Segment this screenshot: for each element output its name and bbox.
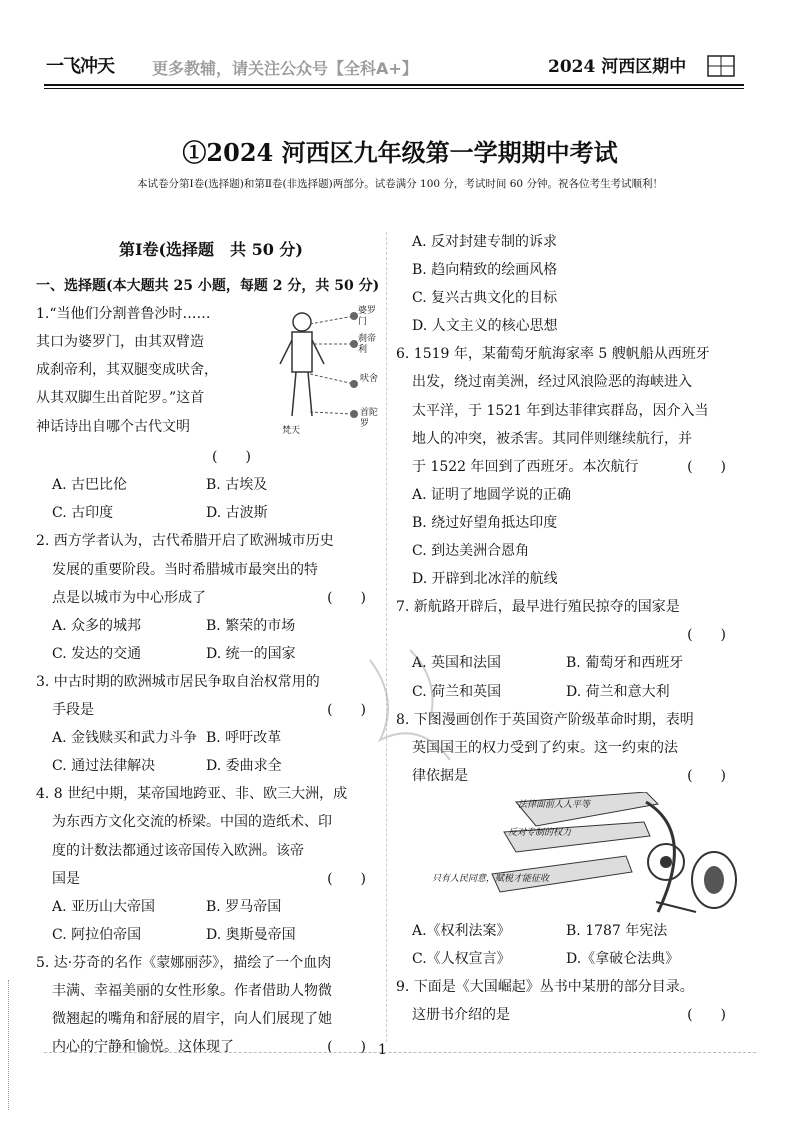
option: D. 荷兰和意大利 [566, 683, 670, 700]
question-4 [36, 780, 386, 949]
answer-paren: ( ) [687, 1007, 726, 1024]
answer-paren: ( ) [327, 702, 366, 719]
handwriting-watermark [360, 640, 480, 780]
exam-instructions: 本试卷分第Ⅰ卷(选择题)和第Ⅱ卷(非选择题)两部分。试卷满分 100 分，考试时间 60 分钟。祝各位考生考试顺利！ [137, 178, 663, 190]
fig-label: 梵天 [282, 426, 301, 437]
promo-text: 更多教辅，请关注公众号【全科A+】 [152, 59, 418, 78]
fig-label: 首陀罗 [360, 408, 379, 430]
answer-paren: ( ) [327, 870, 366, 887]
q5-line: 内心的宁静和愉悦。这体现了 [52, 1039, 234, 1056]
header-rule-thin [44, 88, 744, 89]
q4-line: 度的计数法都通过该帝国传入欧洲。该帝 [52, 842, 304, 859]
q8-cartoon-figure [396, 792, 746, 917]
option: D. 委曲求全 [206, 758, 282, 775]
section-title: 第Ⅰ卷(选择题 共 50 分) [118, 240, 304, 259]
option: B. 葡萄牙和西班牙 [566, 655, 684, 672]
option: B. 罗马帝国 [206, 898, 282, 915]
q4-options-row [36, 893, 386, 921]
q1-line: 1.“当他们分割普鲁沙时…… [36, 306, 211, 323]
option: D. 奥斯曼帝国 [206, 926, 296, 943]
q2-line: 2. 西方学者认为，古代希腊开启了欧洲城市历史 [36, 533, 334, 550]
option: A. 众多的城邦 [52, 617, 142, 634]
q1-options-row [36, 471, 386, 499]
q1-line: 成刹帝利，其双腿变成吠舍， [36, 362, 218, 379]
option: B. 古埃及 [206, 477, 268, 494]
header-rule [44, 84, 744, 86]
answer-paren: ( ) [687, 458, 726, 475]
question-9 [396, 973, 746, 1029]
answer-paren: ( ) [687, 627, 726, 644]
q8-line: 英国国王的权力受到了约束。这一约束的法 [412, 739, 678, 756]
q1-figure-brahma [274, 304, 384, 444]
cartoon-caption: 只有人民同意，赋税才能征收 [432, 873, 550, 884]
option: B. 绕过好望角抵达印度 [412, 514, 558, 531]
q1-line: 其口为婆罗门，由其双臂造 [36, 334, 204, 351]
cartoon-caption: 法律面前人人平等 [518, 799, 591, 810]
header-exam-title: 2024 河西区期中 [548, 57, 687, 77]
q4-line: 国是 [52, 870, 80, 887]
section-heading: 一、选择题(本大题共 25 小题，每题 2 分，共 50 分) [36, 278, 380, 295]
q2-options-row [36, 640, 386, 668]
q1-line: 神话诗出自哪个古代文明 [36, 418, 190, 435]
left-column [36, 228, 386, 1061]
option: A. 金钱赎买和武力斗争 [52, 730, 198, 747]
option: D. 开辟到北冰洋的航线 [412, 571, 558, 588]
option: C. 阿拉伯帝国 [52, 926, 142, 943]
option: D.《拿破仑法典》 [566, 950, 680, 967]
column-divider [386, 232, 387, 1042]
q5-line: 5. 达·芬奇的名作《蒙娜丽莎》，描绘了一个血肉 [36, 954, 332, 971]
binding-edge-marks [8, 980, 15, 1110]
q3-options-row [36, 724, 386, 752]
option: D. 人文主义的核心思想 [412, 318, 558, 335]
q6-line: 出发，绕过南美洲，经过风浪险恶的海峡进入 [412, 374, 692, 391]
option: D. 古波斯 [206, 505, 268, 522]
q4-line: 4. 8 世纪中期，某帝国地跨亚、非、欧三大洲，成 [36, 786, 348, 803]
answer-paren: ( ) [327, 1039, 366, 1056]
exam-title: ①2024 河西区九年级第一学期期中考试 [182, 138, 618, 167]
option: B. 繁荣的市场 [206, 617, 296, 634]
q6-line: 于 1522 年回到了西班牙。本次航行 [412, 458, 639, 475]
q1-options-row [36, 499, 386, 527]
page-header [0, 0, 800, 90]
fig-label: 吠舍 [360, 374, 379, 385]
question-3 [36, 668, 386, 780]
q3-line: 3. 中古时期的欧洲城市居民争取自治权常用的 [36, 673, 320, 690]
q5-line: 丰满、幸福美丽的女性形象。作者借助人物微 [52, 982, 332, 999]
q3-line: 手段是 [52, 702, 94, 719]
cartoon-caption: 反对专制的权力 [508, 827, 572, 838]
question-1 [36, 300, 386, 443]
option: B. 趋向精致的绘画风格 [412, 262, 558, 279]
option: C.《人权宣言》 [412, 950, 511, 967]
q1-answer-paren: ( ) [212, 449, 251, 466]
right-column [396, 228, 746, 1029]
q6-line: 地人的冲突，被杀害。其同伴则继续航行，并 [412, 430, 692, 447]
option: A. 反对封建专制的诉求 [412, 234, 558, 250]
option: A. 英国和法国 [412, 655, 502, 672]
answer-paren: ( ) [687, 767, 726, 784]
option: B. 1787 年宪法 [566, 922, 668, 939]
q8-options-row [396, 945, 746, 973]
question-2 [36, 527, 386, 667]
option: A. 古巴比伦 [52, 477, 128, 494]
q4-options-row [36, 921, 386, 949]
answer-paren: ( ) [327, 589, 366, 606]
q3-options-row [36, 752, 386, 780]
question-6 [396, 340, 746, 593]
option: C. 发达的交通 [52, 645, 142, 662]
option: C. 通过法律解决 [52, 758, 156, 775]
q9-line: 这册书介绍的是 [412, 1007, 510, 1024]
q1-line: 从其双脚生出首陀罗。”这首 [36, 390, 205, 407]
q8-line: 8. 下图漫画创作于英国资产阶级革命时期，表明 [396, 711, 694, 728]
q6-line: 6. 1519 年，某葡萄牙航海家率 5 艘帆船从西班牙 [396, 346, 710, 363]
q8-options-row [396, 917, 746, 945]
q5-line: 微翘起的嘴角和舒展的眉宇，向人们展现了她 [52, 1011, 332, 1028]
footer-rule [44, 1052, 756, 1053]
q2-line: 点是以城市为中心形成了 [52, 589, 206, 606]
option: A. 证明了地圆学说的正确 [412, 486, 572, 503]
option: D. 统一的国家 [206, 645, 296, 662]
option: B. 呼吁改革 [206, 730, 282, 747]
option: A. 亚历山大帝国 [52, 898, 156, 915]
page-number: 1 [378, 1042, 387, 1058]
q8-line: 律依据是 [412, 767, 468, 784]
option: C. 古印度 [52, 505, 114, 522]
fig-label: 刹帝利 [358, 334, 377, 356]
option: A.《权利法案》 [412, 922, 511, 939]
option: C. 荷兰和英国 [412, 683, 502, 700]
q6-line: 太平洋，于 1521 年到达菲律宾群岛，因介入当 [412, 402, 709, 419]
q7-line: 7. 新航路开辟后，最早进行殖民掠夺的国家是 [396, 599, 680, 616]
q4-line: 为东西方文化交流的桥梁。中国的造纸术、印 [52, 814, 332, 831]
brand-logo: 一飞冲天 [46, 56, 114, 77]
stamp-icon [706, 52, 738, 80]
q9-line: 9. 下面是《大国崛起》丛书中某册的部分目录。 [396, 979, 694, 996]
question-5 [36, 949, 386, 1061]
option: C. 复兴古典文化的目标 [412, 290, 558, 307]
q2-line: 发展的重要阶段。当时希腊城市最突出的特 [52, 561, 318, 578]
q2-options-row [36, 612, 386, 640]
option: C. 到达美洲合恩角 [412, 543, 530, 560]
fig-label: 婆罗门 [358, 306, 377, 328]
q5-options [396, 228, 746, 340]
